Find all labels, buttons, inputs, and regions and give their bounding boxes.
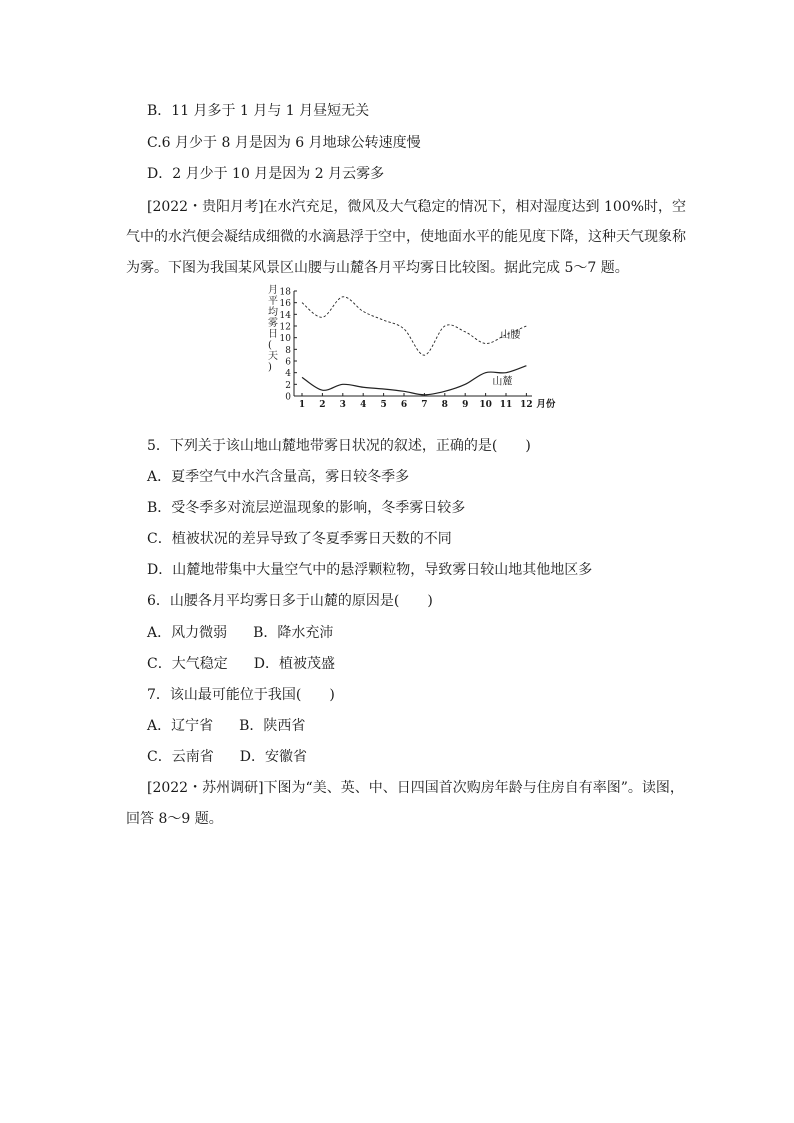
x-tick-label: 5 <box>380 400 387 410</box>
question-7-options-ab <box>147 716 305 736</box>
x-tick-label: 11 <box>499 400 513 410</box>
x-tick-label: 1 <box>298 400 306 410</box>
x-tick-label: 4 <box>360 400 367 410</box>
question-7-option-c: C．云南省 <box>147 749 214 765</box>
fog-days-chart <box>256 283 562 411</box>
y-tick-label: 10 <box>279 334 291 345</box>
x-tick-label: 6 <box>400 400 408 410</box>
question-6-option-d: D．植被茂盛 <box>253 656 335 672</box>
series-line-shanyao <box>302 297 526 355</box>
question-7-options-cd <box>147 747 307 767</box>
passage-line-3: 为雾。下图为我国某风景区山腰与山麓各月平均雾日比较图。据此完成 5～7 题。 <box>126 260 629 276</box>
y-tick-label: 18 <box>279 287 291 298</box>
y-tick-label: 16 <box>279 299 291 310</box>
question-6-option-b: B．降水充沛 <box>253 625 334 641</box>
y-tick-label: 12 <box>279 322 291 333</box>
question-6-option-a: A．风力微弱 <box>147 625 228 641</box>
y-axis-label: 月平均雾日(天) <box>268 285 278 373</box>
passage-line-2: 气中的水汽便会凝结成细微的水滴悬浮于空中，使地面水平的能见度下降，这种天气现象称 <box>126 229 686 245</box>
question-5-option-b: B．受冬季多对流层逆温现象的影响，冬季雾日较多 <box>147 500 466 516</box>
x-tick-label: 7 <box>421 400 428 410</box>
passage-line-1: [2022・贵阳月考]在水汽充足，微风及大气稳定的情况下，相对湿度达到 100%时，空 <box>147 199 687 215</box>
question-6-options-ab <box>147 623 333 643</box>
y-tick-label: 0 <box>285 392 291 403</box>
series-label: 山麓 <box>492 376 513 388</box>
series-label: 山腰 <box>500 330 521 341</box>
x-tick-label: 8 <box>441 400 448 410</box>
question-6-option-c: C．大气稳定 <box>147 656 228 672</box>
y-tick-label: 6 <box>285 357 291 368</box>
question-7-option-a: A．辽宁省 <box>147 718 214 734</box>
y-tick-label: 14 <box>279 310 291 321</box>
x-axis-unit: 月份 <box>536 399 556 410</box>
line-option-d: D．2 月少于 10 月是因为 2 月云雾多 <box>147 166 385 182</box>
question-6: 6．山腰各月平均雾日多于山麓的原因是( ) <box>147 593 433 609</box>
passage-2-line-2: 回答 8～9 题。 <box>126 811 223 827</box>
question-5-option-c: C．植被状况的差异导致了冬夏季雾日天数的不同 <box>147 531 452 547</box>
y-tick-label: 8 <box>285 345 291 356</box>
line-option-c: C.6 月少于 8 月是因为 6 月地球公转速度慢 <box>147 135 421 151</box>
question-7: 7．该山最可能位于我国( ) <box>147 687 335 703</box>
x-tick-label: 2 <box>319 400 326 410</box>
passage-2-line-1: [2022・苏州调研]下图为“美、英、中、日四国首次购房年龄与住房自有率图”。读图， <box>147 780 684 796</box>
question-7-option-b: B．陕西省 <box>239 718 306 734</box>
question-5: 5．下列关于该山地山麓地带雾日状况的叙述，正确的是( ) <box>147 438 531 454</box>
x-tick-label: 10 <box>479 400 492 410</box>
y-tick-label: 2 <box>285 380 291 391</box>
question-7-option-d: D．安徽省 <box>239 749 307 765</box>
x-tick-label: 9 <box>462 400 469 410</box>
line-option-b: B．11 月多于 1 月与 1 月昼短无关 <box>147 103 370 119</box>
x-tick-label: 3 <box>339 400 346 410</box>
question-5-option-d: D．山麓地带集中大量空气中的悬浮颗粒物，导致雾日较山地其他地区多 <box>147 562 593 578</box>
question-6-options-cd <box>147 654 335 674</box>
y-tick-label: 4 <box>285 369 291 380</box>
x-tick-label: 12 <box>520 400 533 410</box>
question-5-option-a: A．夏季空气中水汽含量高，雾日较冬季多 <box>147 469 410 485</box>
